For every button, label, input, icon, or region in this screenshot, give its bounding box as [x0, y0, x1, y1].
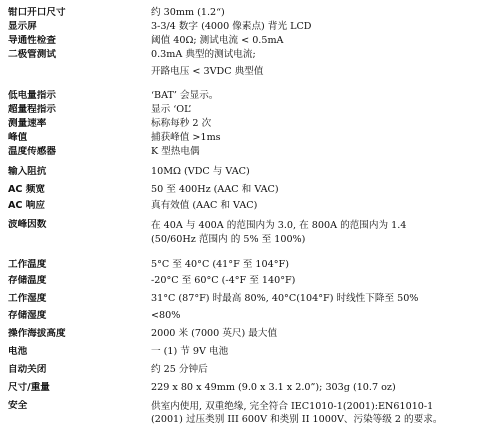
spec-value: 捕获峰值 >1ms	[151, 132, 221, 143]
spec-value: 约 25 分钟后	[151, 364, 208, 375]
spec-value: 50 至 400Hz (AAC 和 VAC)	[151, 184, 279, 195]
spec-label: 操作海拔高度	[8, 328, 66, 339]
spec-label: 工作温度	[8, 259, 47, 270]
spec-label: 工作湿度	[8, 293, 47, 304]
spec-label: 低电量指示	[8, 90, 56, 101]
spec-label: 导通性检查	[8, 35, 56, 46]
spec-label: 二极管测试	[8, 49, 56, 60]
spec-row	[8, 35, 496, 47]
spec-value: -20°C 至 60°C (-4°F 至 140°F)	[151, 275, 296, 286]
spec-label: AC 响应	[8, 200, 45, 211]
spec-value: ‘BAT’ 会显示。	[151, 90, 219, 101]
spec-label: 电池	[8, 346, 28, 357]
spec-label: 钳口开口尺寸	[8, 7, 66, 18]
spec-row	[8, 184, 496, 196]
spec-label: 尺寸/重量	[8, 382, 50, 393]
spec-label: 超量程指示	[8, 104, 56, 115]
spec-row	[8, 200, 496, 212]
spec-row	[8, 259, 496, 271]
spec-row	[8, 132, 496, 144]
spec-label: AC 频宽	[8, 184, 45, 195]
spec-value: 约 30mm (1.2“)	[151, 7, 225, 18]
spec-value: 真有效值 (AAC 和 VAC)	[151, 200, 258, 211]
spec-row	[8, 310, 496, 322]
spec-value: <80%	[151, 310, 181, 321]
spec-table	[8, 7, 496, 426]
spec-row	[8, 49, 496, 61]
spec-value: 10MΩ (VDC 与 VAC)	[151, 166, 250, 177]
spec-value: 2000 米 (7000 英尺) 最大值	[151, 328, 278, 339]
spec-row	[8, 118, 496, 130]
spec-value: 0.3mA 典型的测试电流;	[151, 49, 256, 60]
spec-value: 5°C 至 40°C (41°F 至 104°F)	[151, 259, 289, 270]
spec-label: 温度传感器	[8, 146, 56, 157]
spec-label: 安全	[8, 400, 28, 411]
spec-value: 阈值 40Ω; 测试电流 < 0.5mA	[151, 35, 284, 46]
spec-value: 标称每秒 2 次	[151, 118, 212, 129]
spec-label: 峰值	[8, 132, 28, 143]
spec-row	[8, 90, 496, 102]
spec-label: 存储温度	[8, 275, 47, 286]
spec-value: 229 x 80 x 49mm (9.0 x 3.1 x 2.0”); 303g (10.7 oz)	[151, 382, 396, 393]
spec-row	[8, 104, 496, 116]
spec-label: 测量速率	[8, 118, 47, 129]
spec-value: 显示 ‘OL’	[151, 104, 192, 115]
spec-row	[8, 364, 496, 376]
spec-value: 开路电压 < 3VDC 典型值	[151, 66, 264, 77]
spec-value: 供室内使用, 双重绝缘, 完全符合 IEC1010-1(2001):EN61010-1 (2001) 过压类别 III 600V 和类别 II 1000V、污染等级 2 的要求。	[151, 401, 443, 425]
spec-value: 在 40A 与 400A 的范围内为 3.0, 在 800A 的范围内为 1.4 (50/60Hz 范围内 的 5% 至 100%)	[151, 220, 407, 245]
spec-row	[8, 328, 496, 340]
spec-label: 输入阻抗	[8, 166, 47, 177]
spec-label: 显示屏	[8, 21, 37, 32]
spec-row	[8, 7, 496, 19]
spec-value: 一 (1) 节 9V 电池	[151, 346, 229, 357]
spec-row	[8, 346, 496, 358]
spec-row	[8, 66, 496, 78]
spec-label: 存储湿度	[8, 310, 47, 321]
spec-row	[8, 146, 496, 158]
spec-label: 自动关闭	[8, 364, 47, 375]
spec-row	[8, 166, 496, 178]
spec-label: 波峰因数	[8, 219, 47, 230]
spec-row	[8, 219, 496, 247]
spec-value: K 型热电偶	[151, 146, 200, 157]
spec-row	[8, 21, 496, 33]
spec-value: 3-3/4 数字 (4000 像素点) 背光 LCD	[151, 21, 312, 32]
spec-row	[8, 400, 496, 426]
spec-row	[8, 293, 496, 305]
spec-value: 31°C (87°F) 时最高 80%, 40°C(104°F) 时线性下降至 50%	[151, 293, 419, 304]
spec-row	[8, 382, 496, 394]
spec-row	[8, 275, 496, 287]
